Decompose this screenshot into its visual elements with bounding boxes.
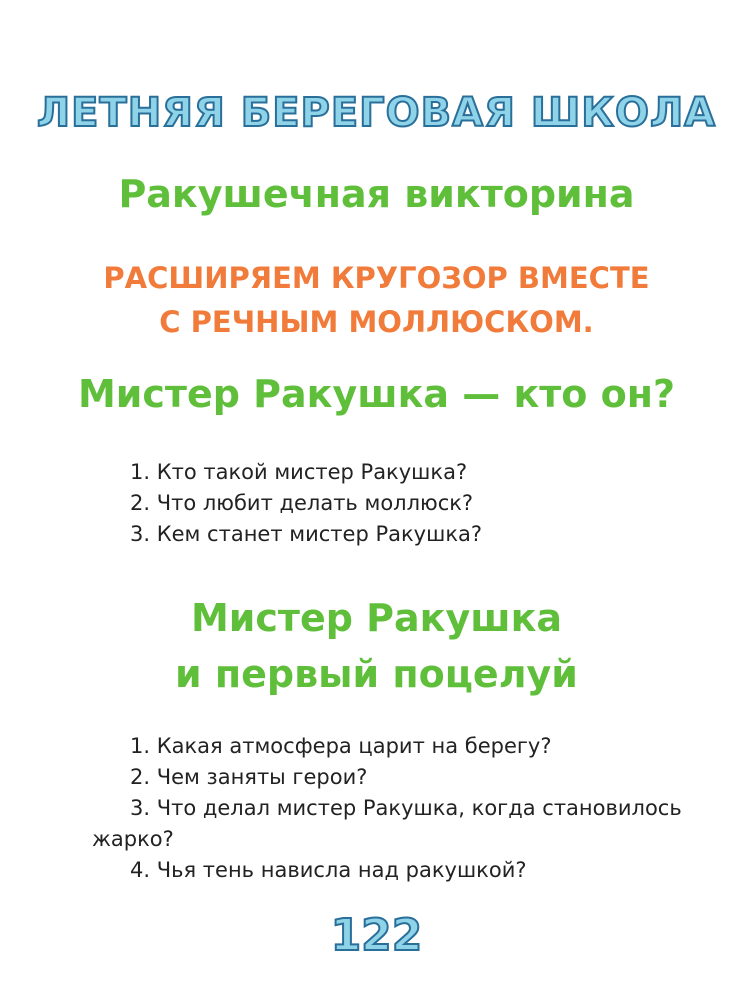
question-item: 1. Кто такой мистер Ракушка?: [130, 460, 468, 484]
question-item: 3. Кем станет мистер Ракушка?: [130, 522, 483, 546]
question-list-2: [92, 731, 712, 886]
quiz-subtitle: РАСШИРЯЕМ КРУГОЗОР ВМЕСТЕ С РЕЧНЫМ МОЛЛЮСКОМ.: [103, 261, 650, 339]
section-title-1: Мистер Ракушка — кто он?: [77, 372, 676, 416]
page-header: ЛЕТНЯЯ БЕРЕГОВАЯ ШКОЛА: [36, 90, 717, 136]
question-item: 3. Что делал мистер Ракушка, когда становилось жарко?: [92, 796, 682, 851]
question-list-1: [92, 457, 712, 550]
page-number: 122: [330, 910, 423, 961]
quiz-title: Ракушечная викторина: [118, 172, 635, 216]
section-title-2: [0, 590, 753, 702]
section-title-2-line-2: и первый поцелуй: [175, 652, 578, 696]
question-item: 1. Какая атмосфера царит на берегу?: [130, 734, 552, 758]
question-item: 4. Чья тень нависла над ракушкой?: [130, 858, 527, 882]
question-item: 2. Чем заняты герои?: [130, 765, 368, 789]
question-item: 2. Что любит делать моллюск?: [130, 491, 474, 515]
section-title-2-line-1: Мистер Ракушка: [190, 596, 563, 640]
